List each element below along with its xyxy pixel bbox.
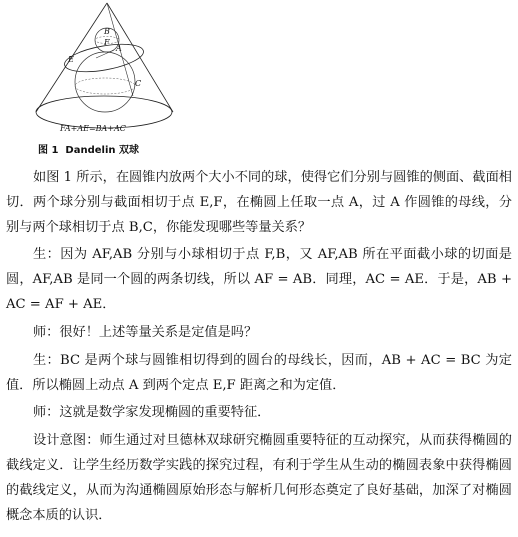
label-E: E (68, 55, 74, 64)
figure-formula: FA+AE=BA+AC (60, 124, 126, 133)
figure-caption (38, 141, 139, 156)
label-B: B (104, 27, 110, 36)
label-C: C (135, 79, 142, 88)
paragraph-design-intent: 设计意图：师生通过对旦德林双球研究椭圆重要特征的互动探究，从而获得椭圆的截线定义．让学生经历数学实践的探究过程，有利于学生从生动的椭圆表象中获得椭圆的截线定义，从而为沟通椭圆原始形态与解析几何形态奠定了良好基础，加深了对椭圆概念本质的认识． (6, 433, 512, 523)
dandelin-figure (26, 0, 176, 155)
paragraph-teacher-remark: 师：这就是数学家发现椭圆的重要特征． (33, 405, 271, 420)
figure-caption-title: Dandelin 双球 (65, 145, 139, 156)
label-A: A (116, 44, 122, 53)
paragraph-question: 如图 1 所示，在圆锥内放两个大小不同的球，使得它们分别与圆锥的侧面、截面相切．两个球分别与截面相切于点 E,F，在椭圆上任取一点 A，过 A 作圆锥的母线，分别与两个球相切于点 B,C，你能发现哪些等量关系？ (6, 170, 512, 235)
dandelin-spheres-diagram (26, 0, 176, 140)
paragraph-teacher-question: 师：很好！上述等量关系是定值是吗？ (33, 325, 258, 340)
label-F: F (104, 38, 110, 47)
figure-caption-number: 图 1 (38, 145, 59, 156)
paragraph-student-conclusion: 生：BC 是两个球与圆锥相切得到的圆台的母线长，因而，AB + AC = BC 为定值．所以椭圆上动点 A 到两个定点 E,F 距离之和为定值． (6, 353, 512, 393)
paragraph-student-answer: 生：因为 AF,AB 分别与小球相切于点 F,B，又 AF,AB 所在平面截小球的切面是圆，AF,AB 是同一个圆的两条切线，所以 AF = AB．同理，AC = AE．于是，AB + AC = AF + AE． (6, 247, 512, 312)
